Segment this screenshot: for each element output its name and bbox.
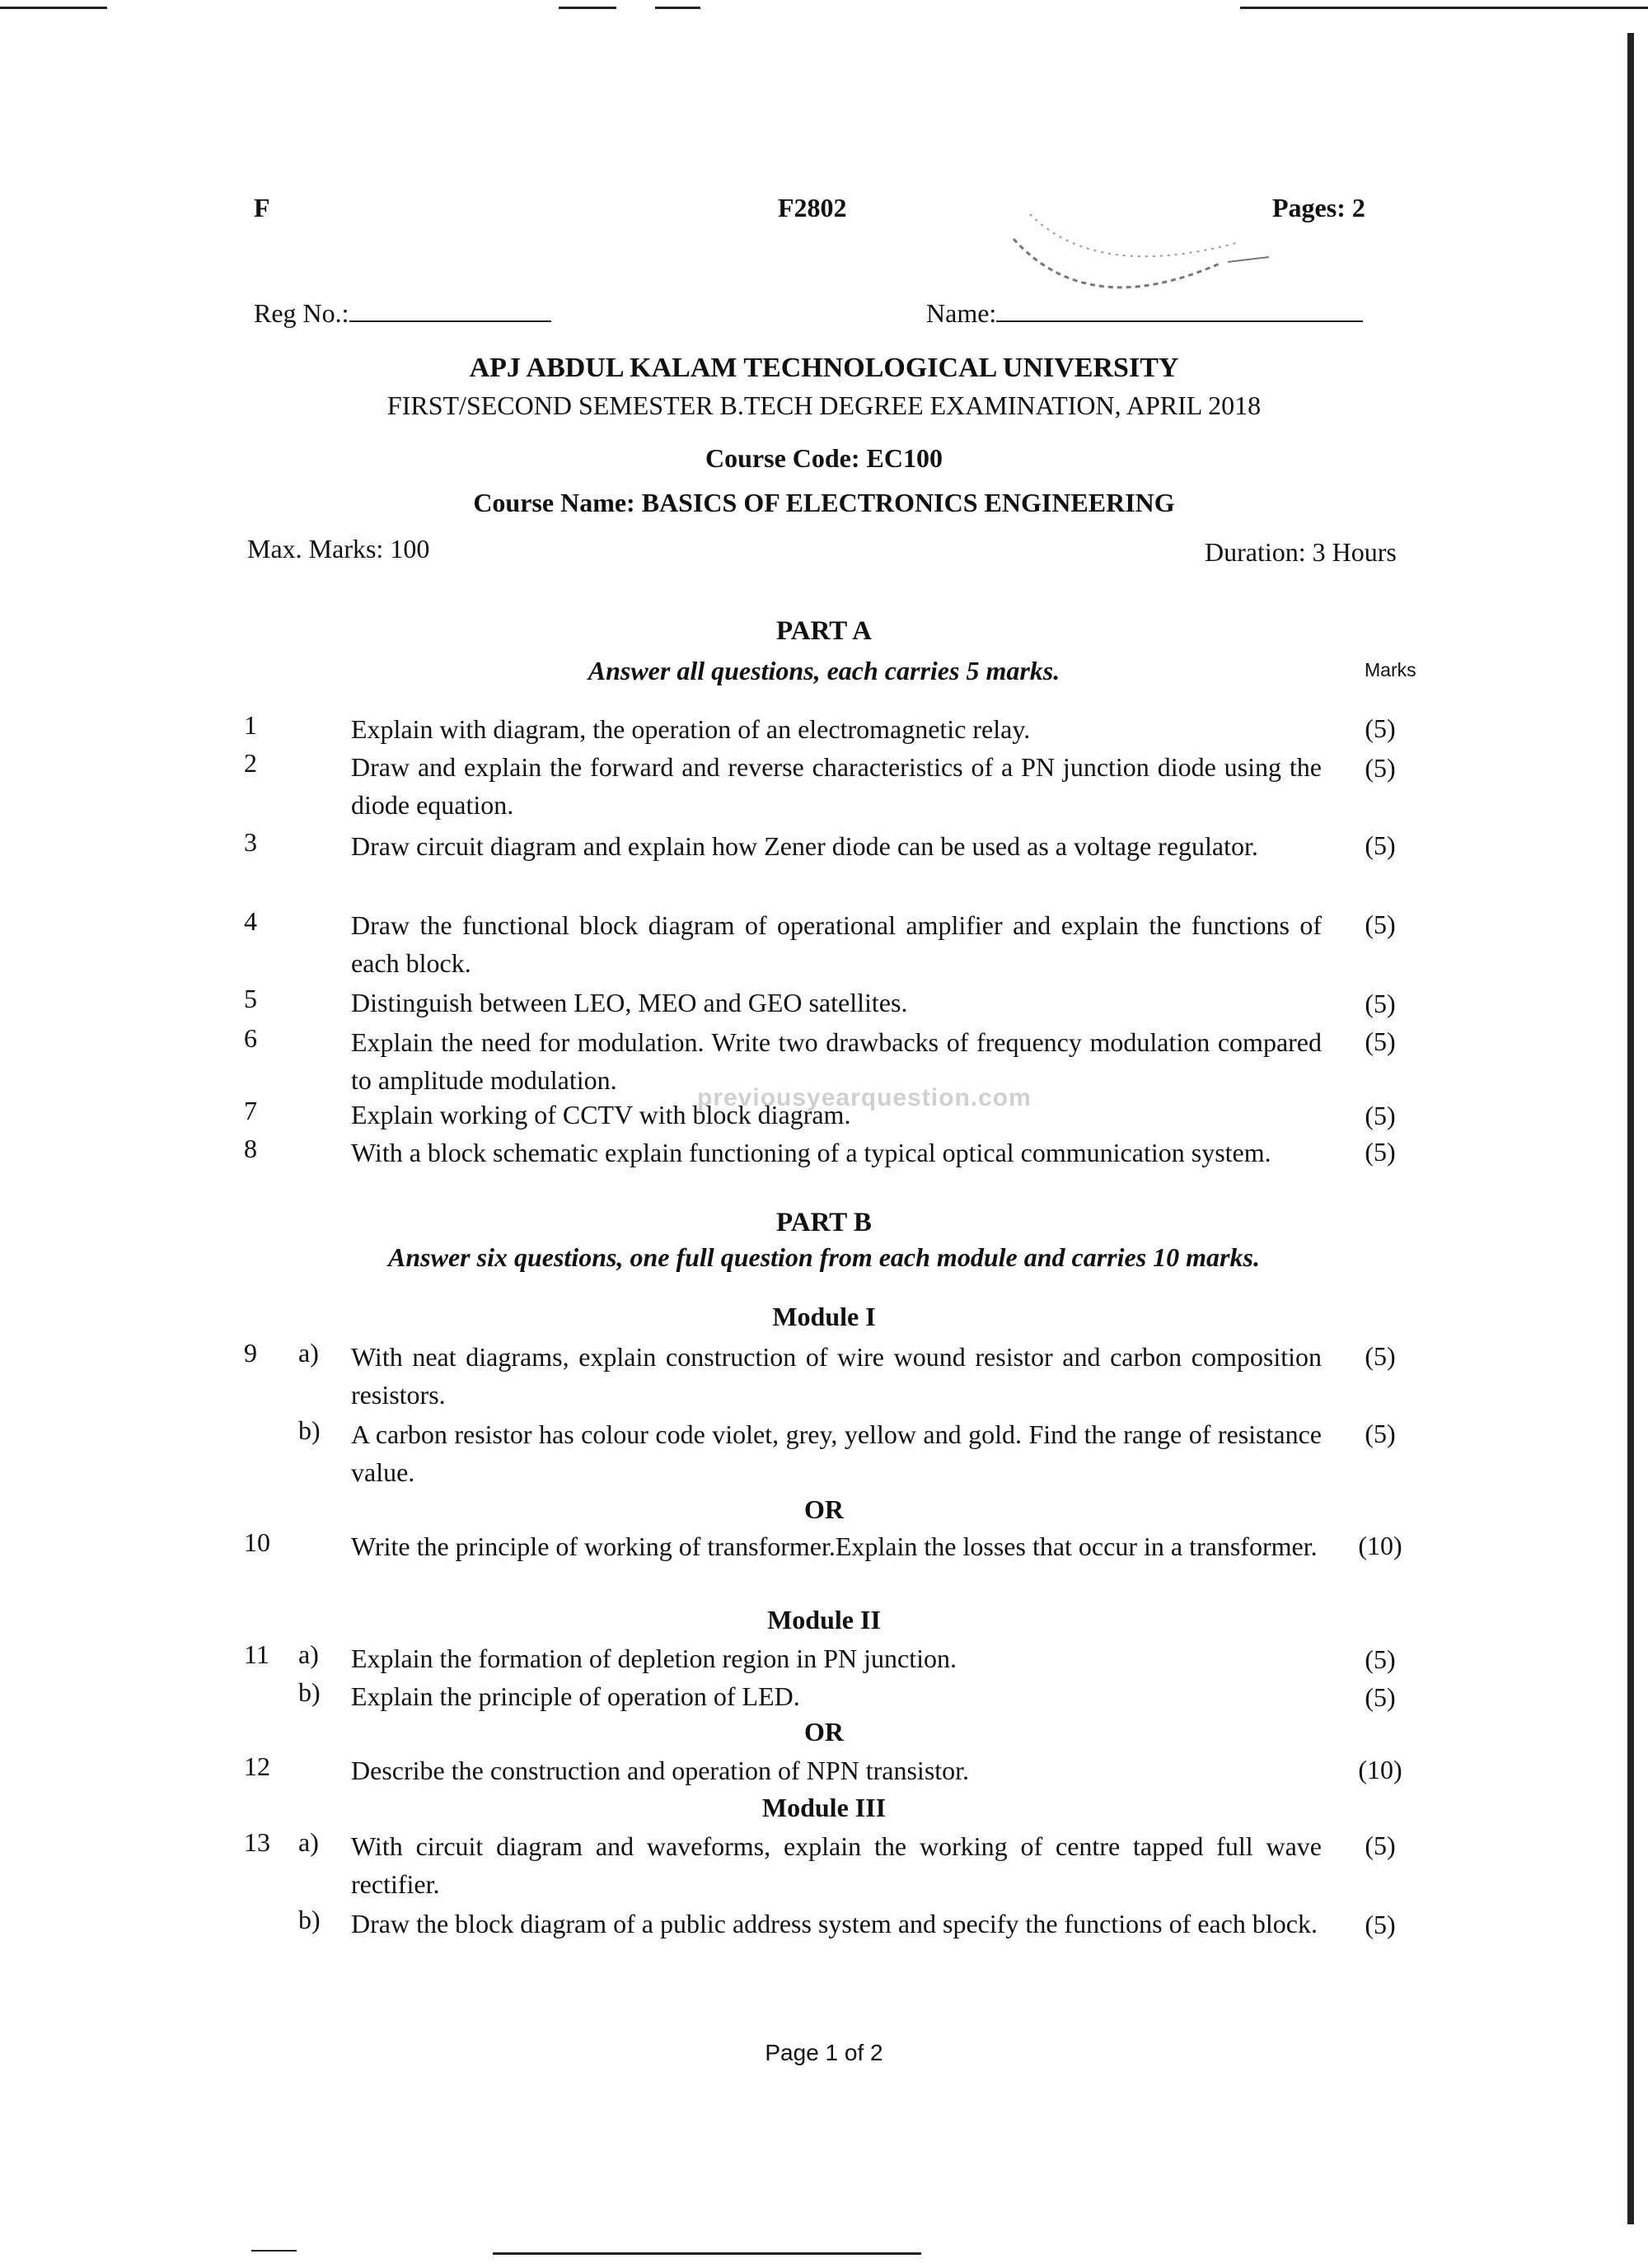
scan-line-top-mid — [559, 7, 616, 9]
question-marks: (5) — [1365, 1682, 1396, 1712]
max-marks: Max. Marks: 100 — [247, 534, 430, 563]
part-b-title: PART B — [776, 1208, 872, 1237]
question-text: A carbon resistor has colour code violet, grey, yellow and gold. Find the range of resistance value. — [351, 1419, 1322, 1487]
question-text: Draw the functional block diagram of operational amplifier and explain the functions of each block. — [351, 910, 1322, 978]
question-text: Explain the principle of operation of LED. — [351, 1681, 800, 1711]
watermark: previousyearquestion.com — [697, 1084, 1032, 1111]
question-number: 3 — [244, 827, 257, 857]
sub-question-label: b) — [298, 1415, 321, 1445]
question-marks: (5) — [1365, 830, 1396, 860]
question-text: Describe the construction and operation of NPN transistor. — [351, 1756, 970, 1785]
question-marks: (5) — [1365, 1341, 1396, 1371]
question-text: With a block schematic explain functioning of a typical optical communication system. — [351, 1138, 1271, 1167]
question-number: 4 — [244, 906, 257, 936]
or-separator: OR — [804, 1717, 844, 1747]
question-number: 13 — [244, 1827, 270, 1857]
question-number: 1 — [244, 710, 257, 740]
question-text: Distinguish between LEO, MEO and GEO satellites. — [351, 988, 908, 1017]
course-name: Course Name: BASICS OF ELECTRONICS ENGINEERING — [473, 488, 1175, 517]
sub-question-label: a) — [298, 1827, 319, 1857]
question-marks: (5) — [1365, 1419, 1396, 1448]
question-text: Explain with diagram, the operation of an electromagnetic relay. — [351, 714, 1031, 744]
reg-no-label: Reg No.: — [254, 298, 349, 328]
sub-question-label: b) — [298, 1905, 321, 1934]
scan-line-top-right — [1240, 7, 1648, 9]
scan-line-top-mid2 — [655, 7, 700, 9]
scan-line-bottom-mid — [493, 2252, 921, 2255]
name-field — [926, 298, 1363, 329]
question-marks: (5) — [1365, 1910, 1396, 1939]
question-text: Explain the formation of depletion region in PN junction. — [351, 1644, 957, 1673]
question-text: Draw the block diagram of a public address system and specify the functions of each block. — [351, 1909, 1318, 1938]
part-a-title: PART A — [776, 616, 872, 646]
question-number: 12 — [244, 1751, 270, 1781]
sub-question-label: b) — [298, 1677, 321, 1707]
question-number: 2 — [244, 748, 257, 778]
marks-column-heading: Marks — [1365, 659, 1416, 680]
paper-code: F2802 — [778, 193, 847, 222]
question-marks: (5) — [1365, 1644, 1396, 1674]
question-marks: (10) — [1358, 1755, 1402, 1784]
question-number: 11 — [244, 1639, 269, 1669]
question-marks: (5) — [1365, 1137, 1396, 1167]
question-text: With neat diagrams, explain construction of wire wound resistor and carbon composition resistors. — [351, 1342, 1322, 1410]
question-marks: (5) — [1365, 713, 1396, 743]
reg-no-field — [254, 298, 551, 329]
question-marks: (5) — [1365, 1101, 1396, 1130]
question-marks: (10) — [1358, 1531, 1402, 1560]
module-3-title: Module III — [761, 1793, 887, 1822]
part-b-instruction: Answer six questions, one full question from each module and carries 10 marks. — [388, 1242, 1260, 1272]
question-text: Explain working of CCTV with block diagram. — [351, 1100, 851, 1129]
reg-no-blank — [349, 320, 551, 322]
sub-question-label: a) — [298, 1639, 319, 1669]
question-number: 8 — [244, 1134, 257, 1163]
scan-line-bottom-left — [251, 2250, 297, 2252]
question-text: Draw and explain the forward and reverse characteristics of a PN junction diode using the diode equation. — [351, 752, 1322, 820]
question-text: With circuit diagram and waveforms, explain the working of centre tapped full wave rectifier. — [351, 1831, 1322, 1899]
question-text: Write the principle of working of transformer.Explain the losses that occur in a transformer. — [351, 1531, 1318, 1561]
scan-line-top-left — [0, 7, 107, 9]
page-footer: Page 1 of 2 — [765, 2040, 883, 2065]
module-2-title: Module II — [767, 1605, 881, 1634]
question-marks: (5) — [1365, 1026, 1396, 1056]
question-marks: (5) — [1365, 910, 1396, 939]
or-separator: OR — [804, 1494, 844, 1524]
series-letter: F — [254, 193, 270, 222]
duration: Duration: 3 Hours — [1205, 537, 1397, 567]
question-number: 6 — [244, 1023, 257, 1053]
question-number: 9 — [244, 1338, 257, 1368]
question-marks: (5) — [1365, 1831, 1396, 1860]
sub-question-label: a) — [298, 1338, 319, 1368]
question-number: 5 — [244, 984, 257, 1013]
question-number: 7 — [244, 1096, 257, 1125]
university-name: APJ ABDUL KALAM TECHNOLOGICAL UNIVERSITY — [469, 353, 1179, 383]
question-text: Explain the need for modulation. Write two drawbacks of frequency modulation compared to amplitude modulation. — [351, 1027, 1322, 1095]
question-number: 10 — [244, 1527, 270, 1557]
question-marks: (5) — [1365, 989, 1396, 1018]
question-text: Draw circuit diagram and explain how Zener diode can be used as a voltage regulator. — [351, 831, 1258, 861]
pages-count: Pages: 2 — [1272, 193, 1365, 222]
question-marks: (5) — [1365, 753, 1396, 783]
name-label: Name: — [926, 298, 997, 328]
module-1-title: Module I — [772, 1302, 876, 1331]
course-code: Course Code: EC100 — [705, 443, 943, 473]
part-a-instruction: Answer all questions, each carries 5 marks. — [588, 656, 1060, 685]
exam-title: FIRST/SECOND SEMESTER B.TECH DEGREE EXAMINATION, APRIL 2018 — [386, 390, 1262, 420]
name-blank — [996, 320, 1363, 322]
